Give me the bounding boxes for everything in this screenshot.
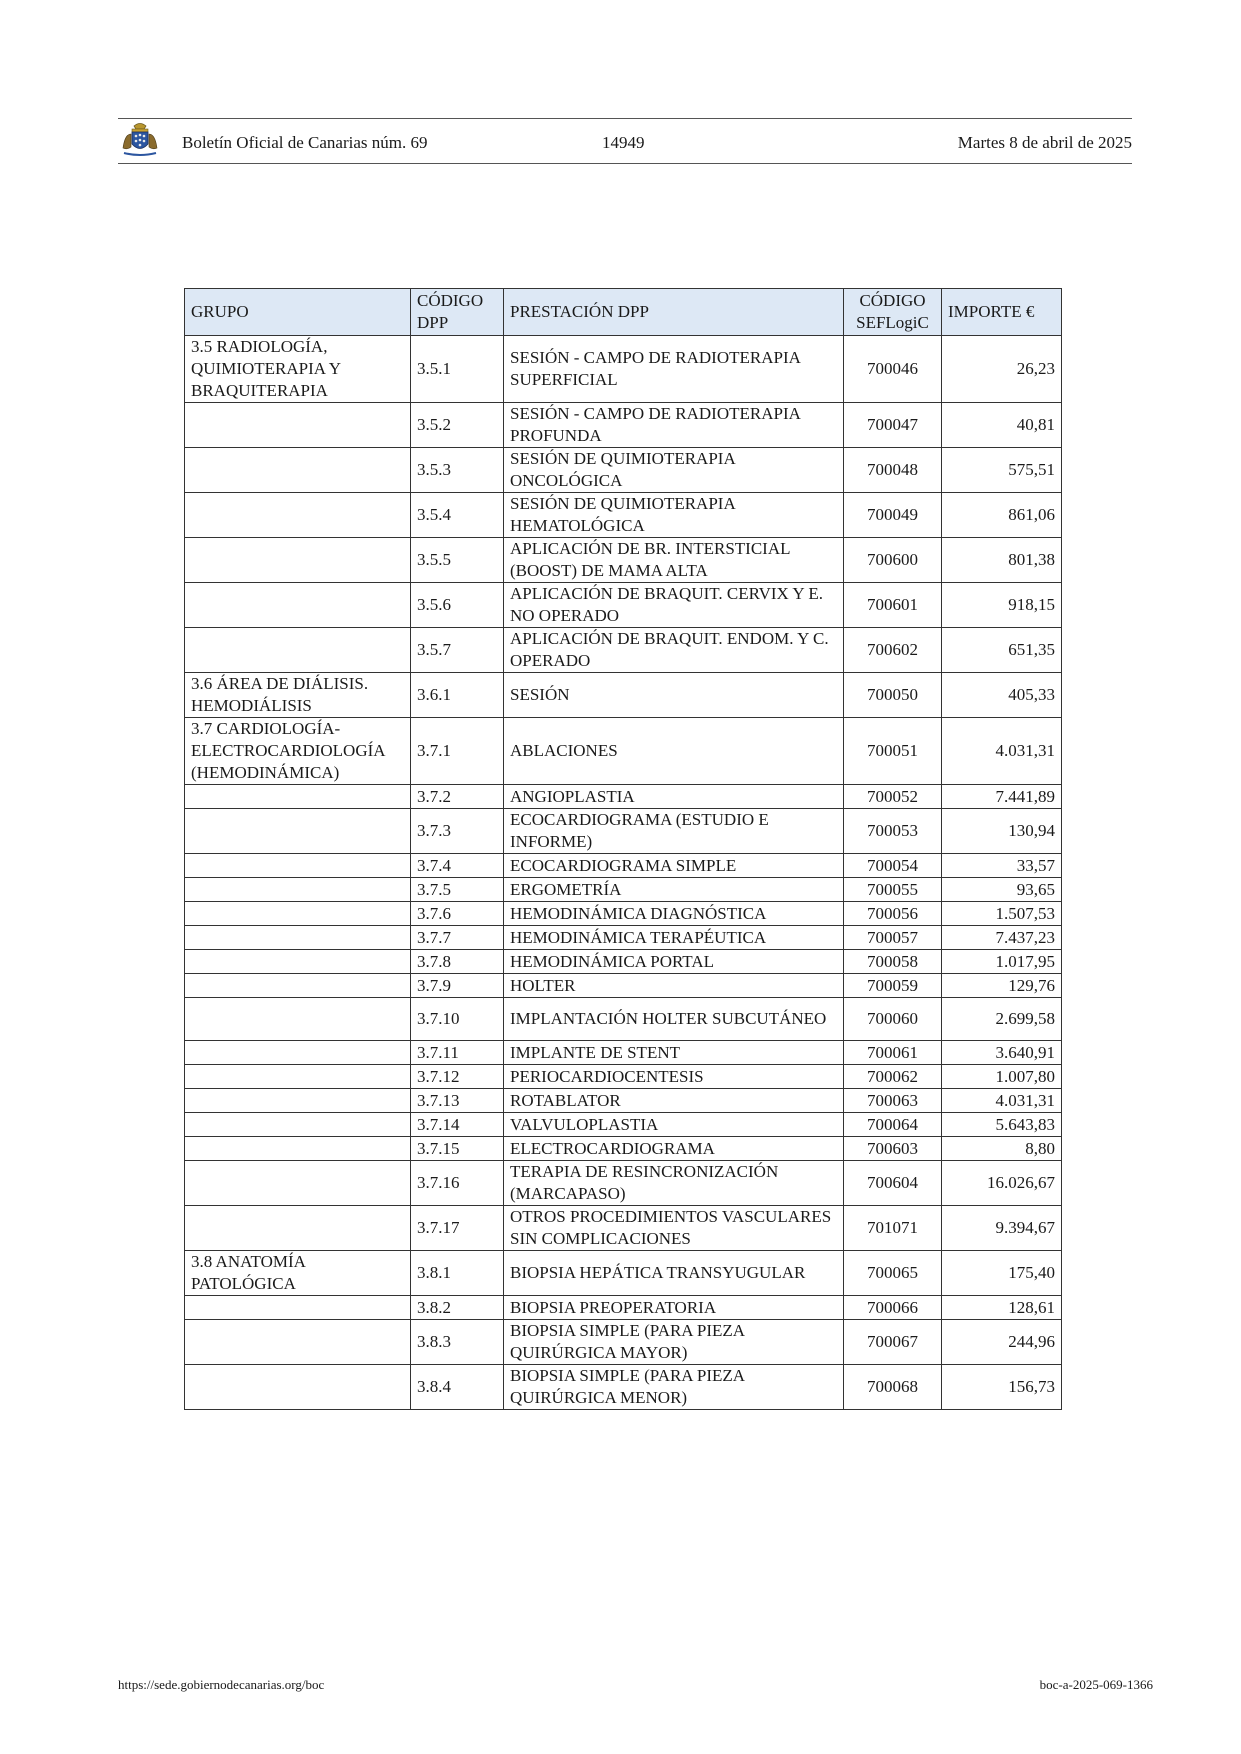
- importe-cell: 175,40: [942, 1251, 1062, 1296]
- table-row: [185, 785, 1062, 809]
- importe-cell: 40,81: [942, 403, 1062, 448]
- codigo-seflogic-cell: 700048: [844, 448, 942, 493]
- importe-cell: 861,06: [942, 493, 1062, 538]
- importe-cell: 7.441,89: [942, 785, 1062, 809]
- prestacion-cell: BIOPSIA HEPÁTICA TRANSYUGULAR: [504, 1251, 844, 1296]
- codigo-dpp-cell: 3.7.11: [411, 1041, 504, 1065]
- importe-cell: 4.031,31: [942, 1089, 1062, 1113]
- codigo-dpp-cell: 3.7.2: [411, 785, 504, 809]
- table-row: [185, 448, 1062, 493]
- codigo-seflogic-cell: 700062: [844, 1065, 942, 1089]
- services-price-table: [184, 288, 1062, 1410]
- group-cell: [185, 854, 411, 878]
- importe-cell: 405,33: [942, 673, 1062, 718]
- codigo-seflogic-cell: 700067: [844, 1320, 942, 1365]
- codigo-dpp-cell: 3.5.2: [411, 403, 504, 448]
- codigo-dpp-cell: 3.5.3: [411, 448, 504, 493]
- coat-of-arms-icon: [120, 122, 160, 158]
- prestacion-cell: SESIÓN: [504, 673, 844, 718]
- prestacion-cell: OTROS PROCEDIMIENTOS VASCULARES SIN COMPLICACIONES: [504, 1206, 844, 1251]
- publication-date: Martes 8 de abril de 2025: [957, 133, 1132, 152]
- codigo-dpp-cell: 3.7.12: [411, 1065, 504, 1089]
- table-row: [185, 1320, 1062, 1365]
- prestacion-cell: ERGOMETRÍA: [504, 878, 844, 902]
- table-row: [185, 673, 1062, 718]
- prestacion-cell: APLICACIÓN DE BRAQUIT. ENDOM. Y C. OPERADO: [504, 628, 844, 673]
- codigo-dpp-cell: 3.6.1: [411, 673, 504, 718]
- prestacion-cell: ROTABLATOR: [504, 1089, 844, 1113]
- codigo-dpp-cell: 3.5.6: [411, 583, 504, 628]
- prestacion-cell: HEMODINÁMICA TERAPÉUTICA: [504, 926, 844, 950]
- importe-cell: 575,51: [942, 448, 1062, 493]
- table-row: [185, 718, 1062, 785]
- group-cell: [185, 583, 411, 628]
- group-cell: [185, 628, 411, 673]
- group-cell: [185, 493, 411, 538]
- codigo-dpp-cell: 3.7.5: [411, 878, 504, 902]
- table-row: [185, 1065, 1062, 1089]
- group-cell: [185, 1089, 411, 1113]
- importe-cell: 918,15: [942, 583, 1062, 628]
- group-cell: 3.5 RADIOLOGÍA, QUIMIOTERAPIA Y BRAQUITERAPIA: [185, 336, 411, 403]
- codigo-dpp-cell: 3.7.15: [411, 1137, 504, 1161]
- codigo-seflogic-cell: 700047: [844, 403, 942, 448]
- importe-cell: 128,61: [942, 1296, 1062, 1320]
- codigo-dpp-cell: 3.7.10: [411, 998, 504, 1041]
- group-cell: [185, 538, 411, 583]
- table-row: [185, 1113, 1062, 1137]
- prestacion-cell: PERIOCARDIOCENTESIS: [504, 1065, 844, 1089]
- importe-cell: 3.640,91: [942, 1041, 1062, 1065]
- codigo-seflogic-cell: 700061: [844, 1041, 942, 1065]
- codigo-seflogic-cell: 700603: [844, 1137, 942, 1161]
- bulletin-title: Boletín Oficial de Canarias núm. 69: [182, 133, 428, 152]
- group-cell: [185, 902, 411, 926]
- importe-cell: 244,96: [942, 1320, 1062, 1365]
- table-row: [185, 974, 1062, 998]
- prestacion-cell: APLICACIÓN DE BRAQUIT. CERVIX Y E. NO OPERADO: [504, 583, 844, 628]
- column-header-codigo-dpp: CÓDIGO DPP: [411, 289, 504, 336]
- importe-cell: 4.031,31: [942, 718, 1062, 785]
- table-row: [185, 854, 1062, 878]
- importe-cell: 7.437,23: [942, 926, 1062, 950]
- page-number: 14949: [602, 133, 645, 152]
- codigo-seflogic-cell: 700057: [844, 926, 942, 950]
- codigo-dpp-cell: 3.5.1: [411, 336, 504, 403]
- importe-cell: 651,35: [942, 628, 1062, 673]
- table-row: [185, 926, 1062, 950]
- codigo-seflogic-cell: 700602: [844, 628, 942, 673]
- importe-cell: 129,76: [942, 974, 1062, 998]
- table-row: [185, 809, 1062, 854]
- footer-url: https://sede.gobiernodecanarias.org/boc: [118, 1677, 325, 1692]
- group-cell: [185, 926, 411, 950]
- prestacion-cell: ABLACIONES: [504, 718, 844, 785]
- group-cell: [185, 950, 411, 974]
- prestacion-cell: TERAPIA DE RESINCRONIZACIÓN (MARCAPASO): [504, 1161, 844, 1206]
- table-row: [185, 538, 1062, 583]
- codigo-seflogic-cell: 700060: [844, 998, 942, 1041]
- importe-cell: 5.643,83: [942, 1113, 1062, 1137]
- codigo-seflogic-cell: 700053: [844, 809, 942, 854]
- prestacion-cell: ELECTROCARDIOGRAMA: [504, 1137, 844, 1161]
- prestacion-cell: BIOPSIA SIMPLE (PARA PIEZA QUIRÚRGICA MENOR): [504, 1365, 844, 1410]
- codigo-seflogic-cell: 700065: [844, 1251, 942, 1296]
- codigo-dpp-cell: 3.7.9: [411, 974, 504, 998]
- group-cell: [185, 1365, 411, 1410]
- footer-document-code: boc-a-2025-069-1366: [1039, 1677, 1153, 1692]
- importe-cell: 33,57: [942, 854, 1062, 878]
- table-row: [185, 1296, 1062, 1320]
- codigo-seflogic-cell: 700056: [844, 902, 942, 926]
- importe-cell: 801,38: [942, 538, 1062, 583]
- codigo-dpp-cell: 3.7.6: [411, 902, 504, 926]
- group-cell: [185, 448, 411, 493]
- importe-cell: 26,23: [942, 336, 1062, 403]
- table-row: [185, 1365, 1062, 1410]
- group-cell: [185, 998, 411, 1041]
- table-row: [185, 336, 1062, 403]
- group-cell: [185, 785, 411, 809]
- codigo-dpp-cell: 3.8.1: [411, 1251, 504, 1296]
- codigo-seflogic-cell: 700052: [844, 785, 942, 809]
- table-row: [185, 1041, 1062, 1065]
- group-cell: [185, 1161, 411, 1206]
- codigo-seflogic-cell: 700600: [844, 538, 942, 583]
- group-cell: [185, 1206, 411, 1251]
- table-row: [185, 628, 1062, 673]
- codigo-seflogic-cell: 700051: [844, 718, 942, 785]
- table-row: [185, 1251, 1062, 1296]
- table-row: [185, 403, 1062, 448]
- table-header-row: [185, 289, 1062, 336]
- table-row: [185, 1206, 1062, 1251]
- group-cell: [185, 1320, 411, 1365]
- codigo-dpp-cell: 3.8.3: [411, 1320, 504, 1365]
- codigo-seflogic-cell: 701071: [844, 1206, 942, 1251]
- prestacion-cell: VALVULOPLASTIA: [504, 1113, 844, 1137]
- codigo-dpp-cell: 3.7.16: [411, 1161, 504, 1206]
- table-row: [185, 1089, 1062, 1113]
- prestacion-cell: HOLTER: [504, 974, 844, 998]
- codigo-dpp-cell: 3.8.2: [411, 1296, 504, 1320]
- prestacion-cell: SESIÓN - CAMPO DE RADIOTERAPIA PROFUNDA: [504, 403, 844, 448]
- table-row: [185, 878, 1062, 902]
- codigo-seflogic-cell: 700049: [844, 493, 942, 538]
- column-header-codigo-seflogic: CÓDIGO SEFLogiC: [844, 289, 942, 336]
- importe-cell: 130,94: [942, 809, 1062, 854]
- prestacion-cell: ECOCARDIOGRAMA (ESTUDIO E INFORME): [504, 809, 844, 854]
- prestacion-cell: BIOPSIA SIMPLE (PARA PIEZA QUIRÚRGICA MAYOR): [504, 1320, 844, 1365]
- group-cell: [185, 403, 411, 448]
- table-row: [185, 1137, 1062, 1161]
- group-cell: [185, 1137, 411, 1161]
- group-cell: [185, 1296, 411, 1320]
- codigo-dpp-cell: 3.7.4: [411, 854, 504, 878]
- importe-cell: 156,73: [942, 1365, 1062, 1410]
- importe-cell: 8,80: [942, 1137, 1062, 1161]
- table-row: [185, 998, 1062, 1041]
- codigo-seflogic-cell: 700058: [844, 950, 942, 974]
- prestacion-cell: SESIÓN DE QUIMIOTERAPIA HEMATOLÓGICA: [504, 493, 844, 538]
- prestacion-cell: HEMODINÁMICA PORTAL: [504, 950, 844, 974]
- table-row: [185, 1161, 1062, 1206]
- codigo-seflogic-cell: 700063: [844, 1089, 942, 1113]
- group-cell: 3.6 ÁREA DE DIÁLISIS. HEMODIÁLISIS: [185, 673, 411, 718]
- codigo-dpp-cell: 3.7.8: [411, 950, 504, 974]
- codigo-dpp-cell: 3.8.4: [411, 1365, 504, 1410]
- column-header-importe: IMPORTE €: [942, 289, 1062, 336]
- column-header-prestacion: PRESTACIÓN DPP: [504, 289, 844, 336]
- prestacion-cell: APLICACIÓN DE BR. INTERSTICIAL (BOOST) DE MAMA ALTA: [504, 538, 844, 583]
- prestacion-cell: ECOCARDIOGRAMA SIMPLE: [504, 854, 844, 878]
- group-cell: 3.7 CARDIOLOGÍA-ELECTROCARDIOLOGÍA (HEMODINÁMICA): [185, 718, 411, 785]
- codigo-seflogic-cell: 700068: [844, 1365, 942, 1410]
- prestacion-cell: IMPLANTACIÓN HOLTER SUBCUTÁNEO: [504, 998, 844, 1041]
- codigo-seflogic-cell: 700604: [844, 1161, 942, 1206]
- group-cell: [185, 1041, 411, 1065]
- codigo-dpp-cell: 3.5.5: [411, 538, 504, 583]
- table-row: [185, 583, 1062, 628]
- codigo-dpp-cell: 3.5.7: [411, 628, 504, 673]
- codigo-dpp-cell: 3.7.1: [411, 718, 504, 785]
- codigo-seflogic-cell: 700055: [844, 878, 942, 902]
- codigo-seflogic-cell: 700054: [844, 854, 942, 878]
- group-cell: [185, 974, 411, 998]
- column-header-grupo: GRUPO: [185, 289, 411, 336]
- importe-cell: 9.394,67: [942, 1206, 1062, 1251]
- prestacion-cell: SESIÓN - CAMPO DE RADIOTERAPIA SUPERFICIAL: [504, 336, 844, 403]
- group-cell: 3.8 ANATOMÍA PATOLÓGICA: [185, 1251, 411, 1296]
- importe-cell: 1.017,95: [942, 950, 1062, 974]
- table-row: [185, 950, 1062, 974]
- table-row: [185, 493, 1062, 538]
- importe-cell: 16.026,67: [942, 1161, 1062, 1206]
- importe-cell: 93,65: [942, 878, 1062, 902]
- codigo-seflogic-cell: 700066: [844, 1296, 942, 1320]
- importe-cell: 1.507,53: [942, 902, 1062, 926]
- codigo-dpp-cell: 3.7.14: [411, 1113, 504, 1137]
- group-cell: [185, 1065, 411, 1089]
- codigo-seflogic-cell: 700059: [844, 974, 942, 998]
- prestacion-cell: ANGIOPLASTIA: [504, 785, 844, 809]
- importe-cell: 2.699,58: [942, 998, 1062, 1041]
- prestacion-cell: SESIÓN DE QUIMIOTERAPIA ONCOLÓGICA: [504, 448, 844, 493]
- group-cell: [185, 878, 411, 902]
- prestacion-cell: IMPLANTE DE STENT: [504, 1041, 844, 1065]
- group-cell: [185, 1113, 411, 1137]
- table-row: [185, 902, 1062, 926]
- codigo-seflogic-cell: 700050: [844, 673, 942, 718]
- codigo-seflogic-cell: 700601: [844, 583, 942, 628]
- codigo-seflogic-cell: 700046: [844, 336, 942, 403]
- codigo-seflogic-cell: 700064: [844, 1113, 942, 1137]
- codigo-dpp-cell: 3.7.17: [411, 1206, 504, 1251]
- codigo-dpp-cell: 3.7.7: [411, 926, 504, 950]
- codigo-dpp-cell: 3.7.3: [411, 809, 504, 854]
- codigo-dpp-cell: 3.7.13: [411, 1089, 504, 1113]
- group-cell: [185, 809, 411, 854]
- prestacion-cell: BIOPSIA PREOPERATORIA: [504, 1296, 844, 1320]
- importe-cell: 1.007,80: [942, 1065, 1062, 1089]
- page-header: [118, 118, 1132, 164]
- codigo-dpp-cell: 3.5.4: [411, 493, 504, 538]
- prestacion-cell: HEMODINÁMICA DIAGNÓSTICA: [504, 902, 844, 926]
